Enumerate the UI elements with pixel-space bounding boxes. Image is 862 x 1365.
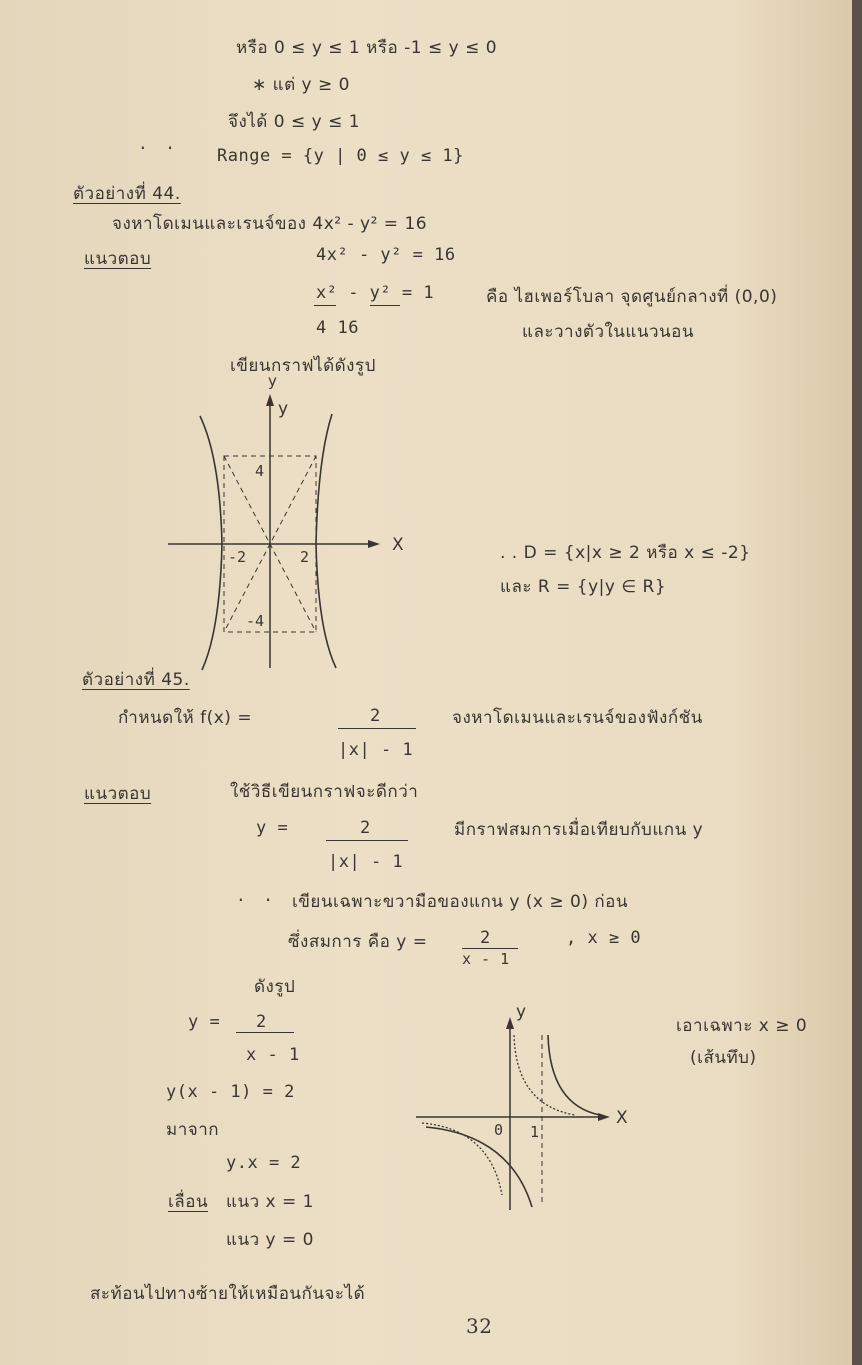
as-figure: ดังรูป [254,977,296,997]
reflect-text: สะท้อนไปทางซ้ายให้เหมือนกันจะได้ [90,1284,366,1304]
graph1-tick-2: 2 [300,548,310,566]
equation-2-denominator: 4 16 [316,318,359,338]
frac-bar-a [314,305,336,306]
note-solid-line: (เส้นทึบ) [690,1048,757,1068]
frac-bar-b [370,305,400,306]
graph1-tick-4: 4 [255,462,265,480]
domain-result: . . D = {x|x ≥ 2 หรือ x ≤ -2} [500,543,751,563]
step-shift-x: แนว x = 1 [226,1192,314,1212]
line-thus: จึงได้ 0 ≤ y ≤ 1 [228,112,361,132]
graph-caption: เขียนกราฟได้ดังรูป [230,356,376,376]
y-numerator: 2 [360,818,371,838]
reciprocal-graph [410,995,640,1215]
graph2-axis-y: y [516,1002,527,1022]
example-45-denominator: |x| - 1 [338,740,414,760]
line-but: ∗ แต่ y ≥ 0 [252,75,350,95]
which-denominator: x - 1 [462,950,510,968]
therefore-symbol-2: . . [236,886,277,905]
example-44-heading: ตัวอย่างที่ 44. [73,184,181,204]
frac-bar-45 [338,728,416,729]
hyperbola-desc: คือ ไฮเพอร์โบลา จุดศูนย์กลางที่ (0,0) [486,287,778,307]
range-result: และ R = {y|y ∈ R} [500,577,667,597]
frac-bar-step [236,1032,294,1033]
which-eq: ซึ่งสมการ คือ y = [288,932,428,952]
frac-bar-which [462,948,518,949]
graph1-axis-x: X [392,535,404,555]
example-45-numerator: 2 [370,706,381,726]
step-eq2: y(x - 1) = 2 [166,1082,295,1102]
graph1-tick-neg2: -2 [228,548,247,566]
answer-label-44: แนวตอบ [84,249,152,269]
symmetry-text: มีกราฟสมการเมื่อเทียบกับแกน y [454,820,704,840]
line-or: หรือ 0 ≤ y ≤ 1 หรือ -1 ≤ y ≤ 0 [236,38,498,58]
example-45-question: จงหาโดเมนและเรนจ์ของฟังก์ชัน [452,708,703,728]
hyperbola-graph [160,368,410,678]
step-shift: เลื่อน [168,1192,209,1212]
step-eq3: y.x = 2 [226,1153,302,1173]
equation-1: 4x² - y² = 16 [316,245,456,265]
which-numerator: 2 [480,928,491,948]
page-edge [852,0,862,1365]
graph2-axis-x: X [616,1108,628,1128]
example-44-question: จงหาโดเมนและเรนจ์ของ 4x² - y² = 16 [112,214,428,234]
step-denominator: x - 1 [246,1045,300,1065]
example-45-given: กำหนดให้ f(x) = [118,708,253,728]
which-condition: , x ≥ 0 [566,928,642,948]
right-half-text: เขียนเฉพาะขวามือของแกน y (x ≥ 0) ก่อน [292,892,629,912]
range-line: Range = {y | 0 ≤ y ≤ 1} [217,146,464,166]
step-shift-y: แนว y = 0 [226,1230,314,1250]
step-y: y = [188,1012,221,1032]
page-number: 32 [466,1314,493,1338]
frac-bar-y [326,840,408,841]
method-line: ใช้วิธีเขียนกราฟจะดีกว่า [230,782,419,802]
y-equals: y = [256,818,289,838]
note-x-nonneg: เอาเฉพาะ x ≥ 0 [676,1016,808,1036]
graph2-tick-0: 0 [494,1121,504,1139]
graph2-tick-1: 1 [530,1123,540,1141]
graph1-axis-y: y [278,399,289,419]
answer-label-45: แนวตอบ [84,784,152,804]
step-numerator: 2 [256,1012,267,1032]
y-denominator: |x| - 1 [328,852,404,872]
step-from: มาจาก [166,1120,220,1140]
equation-2-numerator: x² - y² = 1 [316,283,435,303]
therefore-symbol: . . [138,134,179,153]
graph1-axis-y-top: y [268,372,277,390]
example-45-heading: ตัวอย่างที่ 45. [82,670,190,690]
horizontal-desc: และวางตัวในแนวนอน [522,322,694,342]
graph1-tick-neg4: -4 [246,612,265,630]
